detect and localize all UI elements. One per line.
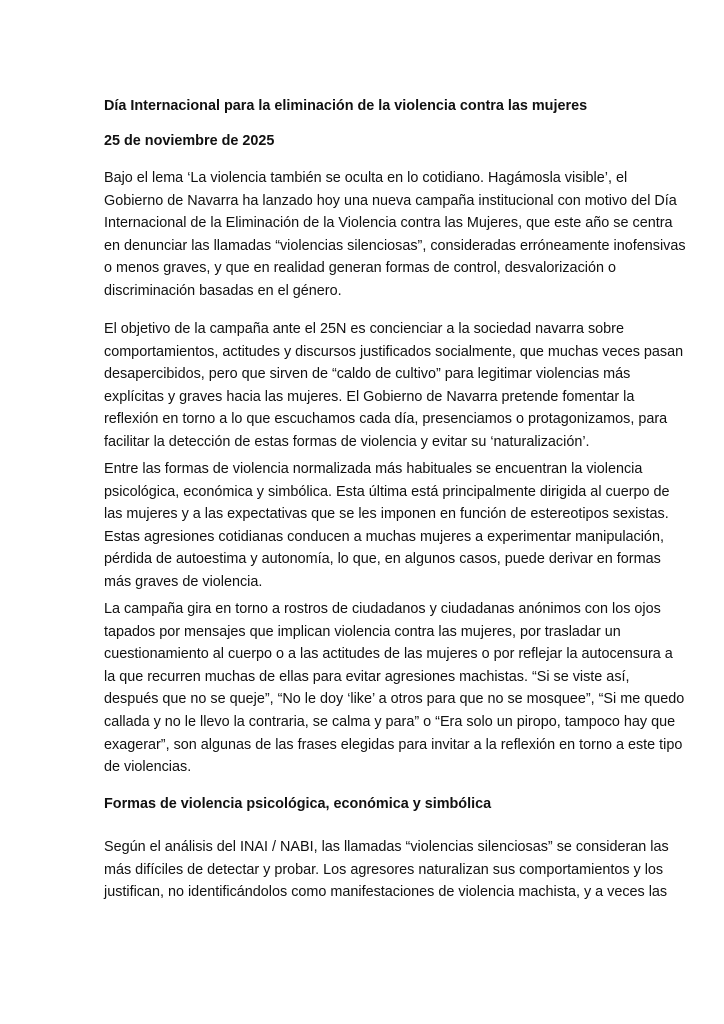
text-line: discriminación basadas en el género. xyxy=(104,282,342,299)
paragraph-1 xyxy=(104,167,686,303)
text-line: La campaña gira en torno a rostros de ciudadanos y ciudadanas anónimos con los ojos xyxy=(104,601,661,617)
text-line: cuestionamiento al cuerpo o a las actitudes de las mujeres o por reflejar la autocensura a xyxy=(104,646,673,663)
text-line: psicológica, económica y simbólica. Esta última está principalmente dirigida al cuerpo de xyxy=(104,483,670,500)
text-line: Entre las formas de violencia normalizada más habituales se encuentran la violencia xyxy=(104,461,643,477)
text-line: tapados por mensajes que implican violencia contra las mujeres, por trasladar un xyxy=(104,623,621,640)
text-line: las mujeres y a las expectativas que se les imponen en función de estereotipos sexistas. xyxy=(104,506,669,523)
text-line: reflexión en torno a lo que escuchamos cada día, presenciamos o protagonizamos, para xyxy=(104,411,668,428)
text-line: exagerar”, son algunas de las frases elegidas para invitar a la reflexión en torno a este tipo xyxy=(104,736,683,753)
text-line: Según el análisis del INAI / NABI, las llamadas “violencias silenciosas” se consideran las xyxy=(104,839,669,855)
section-heading: Formas de violencia psicológica, económica y simbólica xyxy=(104,796,492,812)
text-line: callada y no le llevo la contraria, se calma y para” o “Era solo un piropo, tampoco hay que xyxy=(104,713,676,730)
document-date: 25 de noviembre de 2025 xyxy=(104,133,275,149)
text-line: o menos graves, y que en realidad generan formas de control, desvalorización o xyxy=(104,260,616,277)
text-line: más difíciles de detectar y probar. Los agresores naturalizan sus comportamientos y los xyxy=(104,861,664,878)
text-line: de violencias. xyxy=(104,759,192,776)
text-line: El objetivo de la campaña ante el 25N es concienciar a la sociedad navarra sobre xyxy=(104,321,624,337)
paragraph-5 xyxy=(104,836,669,904)
text-line: justifican, no identificándolos como manifestaciones de violencia machista, y a veces las xyxy=(104,884,668,901)
text-line: la que recurren muchas de ellas para evitar agresiones machistas. “Si se viste así, xyxy=(104,668,630,685)
paragraph-2 xyxy=(104,318,684,454)
text-line: después que no se queje”, “No le doy ‘like’ a otros para que no se mosquee”, “Si me quedo xyxy=(104,691,685,708)
text-line: en denunciar las llamadas “violencias silenciosas”, consideradas erróneamente inofensivas xyxy=(104,237,686,254)
document-title: Día Internacional para la eliminación de la violencia contra las mujeres xyxy=(104,98,588,114)
text-line: Gobierno de Navarra ha lanzado hoy una nueva campaña institucional con motivo del Día xyxy=(104,192,677,209)
text-line: Bajo el lema ‘La violencia también se oculta en lo cotidiano. Hagámosla visible’, el xyxy=(104,170,628,186)
text-line: pérdida de autoestima y autonomía, lo que, en algunos casos, puede derivar en formas xyxy=(104,551,661,568)
text-line: facilitar la detección de estas formas de violencia y evitar su ‘naturalización’. xyxy=(104,433,590,450)
paragraph-3 xyxy=(104,458,670,594)
text-line: Estas agresiones cotidianas conducen a muchas mujeres a experimentar manipulación, xyxy=(104,528,664,545)
text-line: desapercibidos, pero que sirven de “caldo de cultivo” para legitimar violencias más xyxy=(104,366,631,383)
text-line: comportamientos, actitudes y discursos justificados socialmente, que muchas veces pasan xyxy=(104,343,684,360)
text-line: Internacional de la Eliminación de la Violencia contra las Mujeres, que este año se centra xyxy=(104,215,673,232)
text-line: más graves de violencia. xyxy=(104,573,263,590)
paragraph-4 xyxy=(104,598,685,779)
text-line: explícitas y graves hacia las mujeres. El Gobierno de Navarra pretende fomentar la xyxy=(104,388,635,405)
